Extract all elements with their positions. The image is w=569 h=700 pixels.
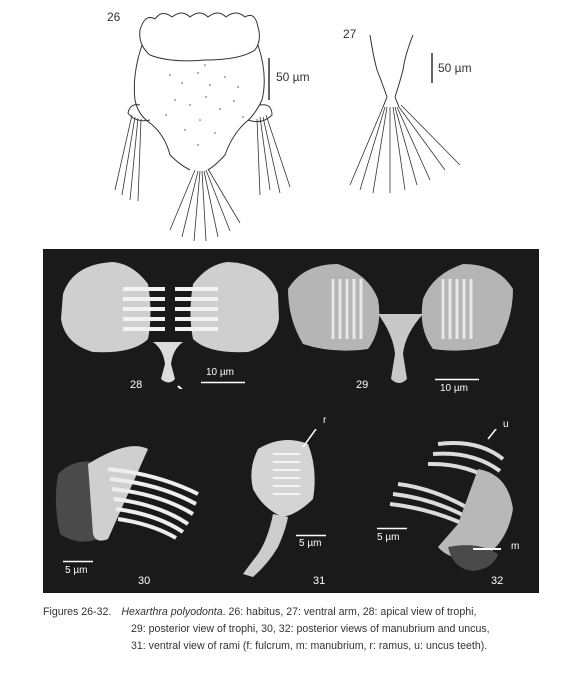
scale-bar-29 [435,378,479,381]
caption-line-3: 31: ventral view of rami (f: fulcrum, m: manubrium, r: ramus, u: uncus teeth). [131,640,488,652]
pointer-manubrium [473,547,501,551]
sem-plate [43,249,539,593]
scale-label-26: 50 µm [276,70,310,84]
panel-32-number: 32 [491,575,504,587]
panel-31-number: 31 [313,575,326,587]
panel-29-number: 29 [356,379,369,391]
scale-bar-30 [63,560,93,563]
sem-image-31 [228,429,348,579]
sem-image-29 [283,259,518,394]
ventral-arm-drawing [335,35,465,195]
sem-image-30 [48,434,208,559]
label-manubrium: m [511,541,520,552]
scale-bar-28 [201,381,245,384]
label-ramus: r [323,415,327,426]
scale-label-29: 10 µm [440,383,468,394]
figure-26-number: 26 [107,10,121,24]
caption-lead: Figures 26-32. [43,606,112,618]
sem-image-28 [53,254,283,389]
caption-line1-rest: . 26: habitus, 27: ventral arm, 28: apical view of trophi, [222,606,477,618]
scale-label-30: 5 µm [65,565,88,576]
figure-caption [43,604,543,655]
caption-species: Hexarthra polyodonta [121,606,223,618]
scale-label-27: 50 µm [438,61,472,75]
sem-image-32 [378,429,538,574]
caption-line-2: 29: posterior view of trophi, 30, 32: posterior views of manubrium and uncus, [131,623,490,635]
panel-28-number: 28 [130,379,143,391]
panel-30-number: 30 [138,575,151,587]
figure-27-number: 27 [343,27,357,41]
scale-bar-27 [430,53,434,83]
habitus-drawing [110,5,300,245]
scale-label-31: 5 µm [299,538,322,549]
scale-label-28: 10 µm [206,367,234,378]
caption-line-1 [43,604,543,621]
scale-bar-32 [377,527,407,530]
scale-bar-31 [296,534,326,537]
scale-bar-26 [267,58,271,100]
label-uncus-teeth: u [503,419,509,430]
scale-label-32: 5 µm [377,532,400,543]
